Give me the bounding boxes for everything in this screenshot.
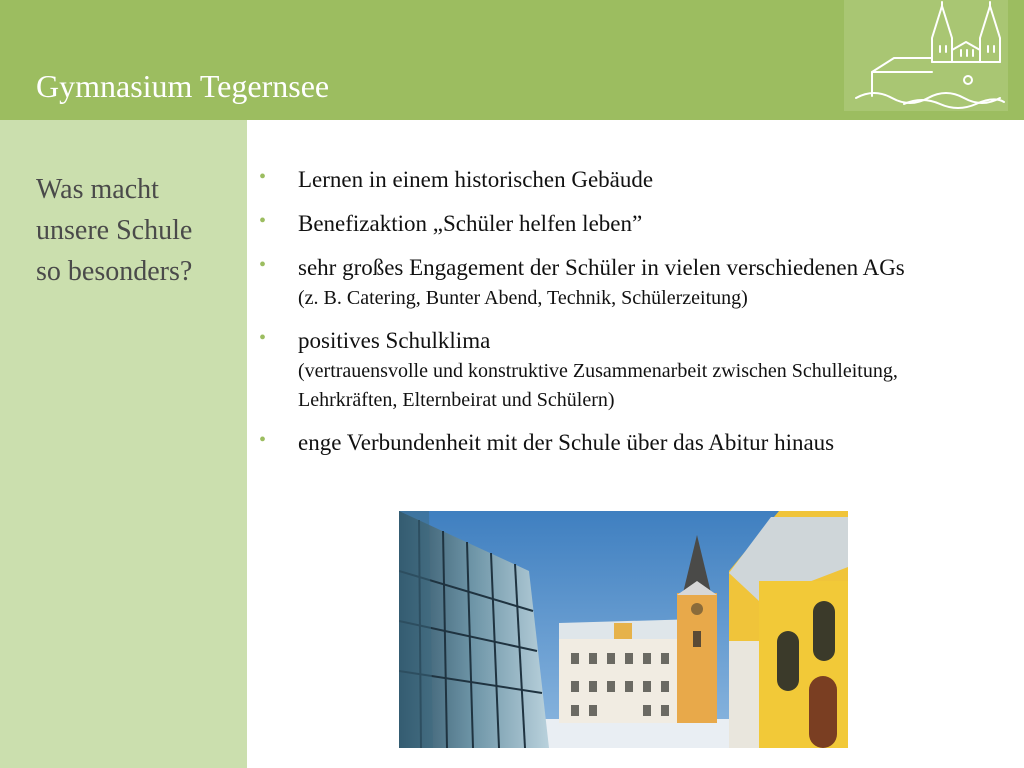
school-title: Gymnasium Tegernsee [36, 68, 330, 104]
bullet-dot-icon: • [259, 327, 267, 349]
bullet-dot-icon: • [259, 429, 267, 451]
bullet-text: Benefizaktion „Schüler helfen leben” [298, 211, 643, 236]
bullet-dot-icon: • [259, 254, 267, 276]
bullet-text: enge Verbundenheit mit der Schule über das Abitur hinaus [298, 430, 835, 455]
question-line-2: unsere Schule [36, 215, 193, 246]
bullet-text: sehr großes Engagement der Schüler in vielen verschiedenen AGs [298, 255, 905, 280]
question-line-1: Was macht [36, 174, 159, 205]
bullet-dot-icon: • [259, 210, 267, 232]
bullet-subtext: (vertrauensvolle und konstruktive Zusammenarbeit zwischen Schulleitung, Lehrkräften, Elternbeirat und Schülern) [298, 360, 898, 411]
school-courtyard-photo [399, 511, 848, 748]
bullet-list [256, 163, 996, 459]
question-line-3: so besonders? [36, 256, 193, 287]
bullet-item [256, 251, 996, 313]
bullet-text: Lernen in einem historischen Gebäude [298, 167, 654, 192]
bullet-item [256, 426, 996, 459]
bullet-content [256, 163, 996, 470]
header-bar [0, 0, 1024, 120]
church-monastery-logo-icon [844, 0, 1008, 111]
bullet-item [256, 324, 996, 415]
bullet-dot-icon: • [259, 166, 267, 188]
slide-question [36, 169, 241, 292]
bullet-subtext: (z. B. Catering, Bunter Abend, Technik, Schülerzeitung) [298, 287, 748, 309]
bullet-item [256, 207, 996, 240]
bullet-item [256, 163, 996, 196]
bullet-text: positives Schulklima [298, 328, 491, 353]
